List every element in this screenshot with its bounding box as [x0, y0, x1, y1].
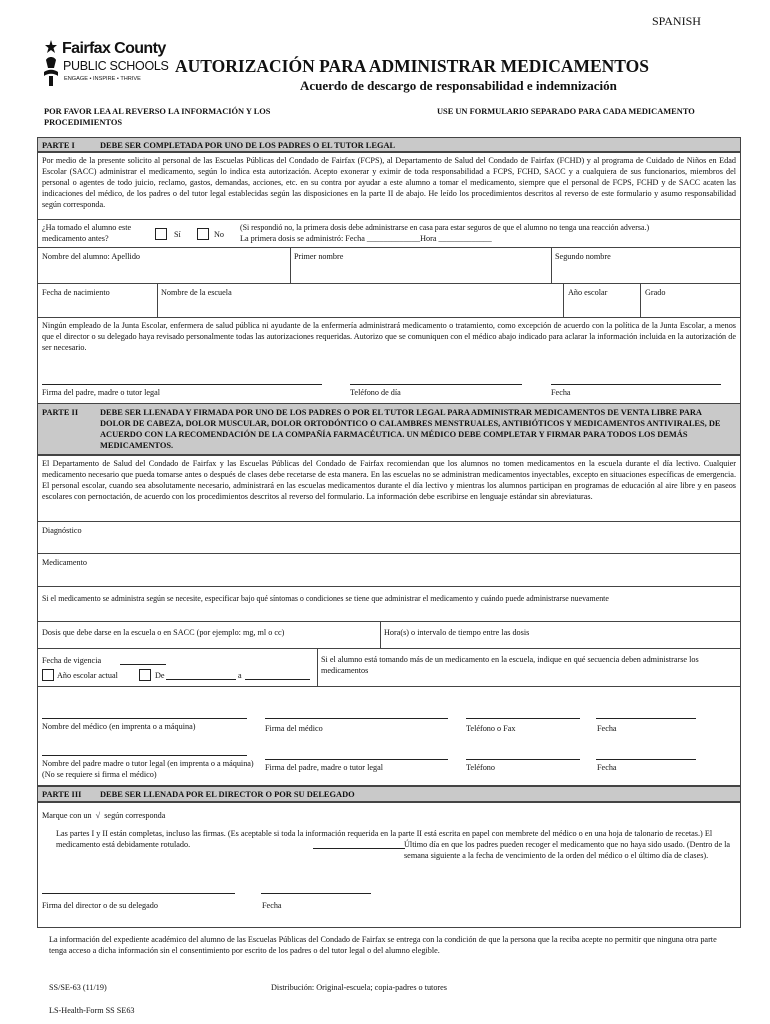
school-name-field[interactable]: Nombre de la escuela [161, 288, 232, 297]
part1-day-phone[interactable]: Teléfono de día [350, 388, 401, 397]
current-school-year-checkbox[interactable] [42, 669, 54, 681]
taken-before-question: ¿Ha tomado el alumno este medicamento antes? [42, 223, 132, 243]
effective-date-label: Fecha de vigencia [42, 656, 102, 665]
parent-name-field[interactable]: Nombre del padre madre o tutor legal (en imprenta o a máquina) (No se requiere si firma el médico) [42, 759, 254, 779]
part3-item2[interactable]: Último día en que los padres pueden recoger el medicamento que no haya sido usado. (Dentro de la semana siguiente a la fecha de vencimiento de la orden del médico o el último día de clases). [404, 840, 731, 860]
no-checkbox[interactable] [197, 228, 209, 240]
part3-label: PARTE III [42, 790, 82, 799]
doctor-name-field[interactable]: Nombre del médico (en imprenta o a máquina) [42, 722, 196, 731]
part2-parent-signature[interactable]: Firma del padre, madre o tutor legal [265, 763, 383, 772]
form-code: SS/SE-63 (11/19) [49, 983, 107, 992]
notice-left: POR FAVOR LEA AL REVERSO LA INFORMACIÓN Y LOS PROCEDIMIENTOS [44, 107, 271, 127]
diagnosis-field[interactable]: Diagnóstico [42, 526, 82, 535]
first-dose-line[interactable]: La primera dosis se administró: Fecha _____________Hora _____________ [240, 234, 492, 243]
yes-checkbox[interactable] [155, 228, 167, 240]
distribution-note: Distribución: Original-escuela; copia-padres o tutores [271, 983, 447, 992]
from-label: De [155, 671, 165, 680]
doctor-date-field[interactable]: Fecha [597, 724, 617, 733]
footer-code: LS-Health-Form SS SE63 [49, 1006, 135, 1015]
page-title: AUTORIZACIÓN PARA ADMINISTRAR MEDICAMENTOS [175, 56, 650, 76]
part1-date[interactable]: Fecha [551, 388, 571, 397]
part2-intro: El Departamento de Salud del Condado de Fairfax y las Escuelas Públicas del Condado de Fairfax recomiendan que los alumnos no tomen medicamentos en la escuela durante el día lectivo. Cualquier medicamento necesario que pueda tomarse antes o después de clases debe recetarse de esta manera. En las escuelas no se administran medicamentos inyectables, excepto en situaciones específicas de emergencia. El personal escolar, cuando sea absolutamente necesario, administrará en las escuelas medicamentos durante el día lectivo y mientras los alumnos participan en programas de educación al aire libre y en paseos escolares con pernoctación, de acuerdo con los procedimientos descritos al reverso del formulario. La información debe escribirse en lenguaje estándar sin abreviaturas. [42, 459, 736, 501]
part1-parent-signature[interactable]: Firma del padre, madre o tutor legal [42, 388, 160, 397]
yes-label: Sí [174, 230, 181, 239]
dose-field[interactable]: Dosis que debe darse en la escuela o en SACC (por ejemplo: mg, ml o cc) [42, 628, 285, 637]
logo-line2: PUBLIC SCHOOLS [63, 59, 169, 73]
medication-field[interactable]: Medicamento [42, 558, 88, 567]
privacy-notice: La información del expediente académico del alumno de las Escuelas Públicas del Condado de Fairfax se entrega con la condición de que la persona que la reciba acepte no permitir que ninguna otra parte tenga acceso a dicha información sin el consentimiento por escrito de los padres o del tutor legal o del alumno elegible. [49, 935, 717, 955]
director-date-field[interactable]: Fecha [262, 901, 282, 910]
student-first-name-field[interactable]: Primer nombre [294, 252, 344, 261]
part1-header [37, 137, 741, 152]
logo-tagline: ENGAGE • INSPIRE • THRIVE [64, 76, 141, 82]
lamp-icon [40, 38, 62, 88]
dob-field[interactable]: Fecha de nacimiento [42, 288, 110, 297]
sequence-field[interactable]: Si el alumno está tomando más de un medicamento en la escuela, indique en qué secuencia deben administrarse los medicamentos [321, 655, 699, 675]
part1-label: PARTE I [42, 141, 75, 150]
director-signature-field[interactable]: Firma del director o de su delegado [42, 901, 158, 910]
first-dose-note: (Si respondió no, la primera dosis debe administrarse en casa para estar seguros de que el alumno no tenga una reacción adversa.) [240, 223, 650, 232]
doctor-phone-field[interactable]: Teléfono o Fax [466, 724, 516, 733]
date-range-checkbox[interactable] [139, 669, 151, 681]
part3-check-prompt: Marque con un √ según corresponda [42, 811, 166, 820]
notice-right: USE UN FORMULARIO SEPARADO PARA CADA MEDICAMENTO [437, 107, 695, 116]
part2-parent-phone[interactable]: Teléfono [466, 763, 495, 772]
no-label: No [214, 230, 225, 239]
part2-label: PARTE II [42, 408, 79, 417]
part2-heading: DEBE SER LLENADA Y FIRMADA POR UNO DE LOS PADRES O POR EL TUTOR LEGAL PARA ADMINISTRAR MEDICAMENTOS DE VENTA LIBRE PARA DOLOR DE CABEZA, DOLOR MUSCULAR, DOLOR ORTODÓNTICO O CALAMBRES MENSTRUALES, ANTIBIÓTICOS Y MEDICAMENTOS ANTIVIRALES, DE ACUERDO CON LA RECOMENDACIÓN DE LA COMPAÑÍA FARMACÉUTICA. UN MÉDICO DEBE COMPLETAR Y FIRMAR PARA TODOS LOS DEMÁS MEDICAMENTOS. [100, 408, 721, 450]
student-middle-name-field[interactable]: Segundo nombre [555, 252, 611, 261]
school-year-field[interactable]: Año escolar [568, 288, 608, 297]
page-subtitle: Acuerdo de descargo de responsabilidad e indemnización [300, 78, 617, 93]
part1-heading: DEBE SER COMPLETADA POR UNO DE LOS PADRES O EL TUTOR LEGAL [100, 141, 396, 150]
current-school-year-label: Año escolar actual [57, 671, 118, 680]
logo-line1: Fairfax County [62, 40, 166, 57]
prn-instructions-field[interactable]: Si el medicamento se administra según se necesite, especificar bajo qué síntomas o condiciones se tiene que administrar el medicamento y cuándo puede administrarse nuevamente [42, 594, 609, 603]
doctor-signature-field[interactable]: Firma del médico [265, 724, 323, 733]
part1-intro: Por medio de la presente solicito al personal de las Escuelas Públicas del Condado de Fairfax (FCPS), al Departamento de Salud del Condado de Fairfax (FCHD) y al programa de Cuidado de Niños en Edad Escolar (SACC) administrar el medicamento, según lo indica esta autorización. Acepto exonerar y eximir de toda responsabilidad a FCPS, FCHD, SACC y a cualquiera de sus funcionarios, miembros del personal o agentes de todo juicio, reclamo, gastos, demandas, acciones, etc. en su contra por ayudar a este alumno a tomar el medicamento, siempre que el personal de FCPS, FCHD y de SACC acaten las indicaciones del médico, de los padres o del tutor legal establecidas según las disposiciones en la parte II de abajo. He leído los procedimientos descritos al reverso de este formulario y asumo responsabilidad según corresponda. [42, 156, 736, 209]
fcps-logo [40, 38, 170, 90]
interval-field[interactable]: Hora(s) o intervalo de tiempo entre las dosis [384, 628, 530, 637]
student-last-name-field[interactable]: Nombre del alumno: Apellido [42, 252, 141, 261]
to-label: a [238, 671, 242, 680]
part3-header [37, 786, 741, 802]
part3-item1[interactable]: Las partes I y II están completas, incluso las firmas. (Es aceptable si toda la información requerida en la parte II está escrita en papel con membrete del médico o en una hoja de talonario de recetas.) El medicamento está debidamente rotulado. [56, 829, 713, 849]
part2-header [37, 403, 741, 455]
language-tag: SPANISH [652, 14, 701, 28]
grade-field[interactable]: Grado [645, 288, 666, 297]
consent-text: Ningún empleado de la Junta Escolar, enfermera de salud pública ni ayudante de la enfermería administrará medicamento o tratamiento, como excepción de acuerdo con la política de la Junta Escolar, a menos que el director o su delegado haya revisado personalmente todas las autorizaciones requeridas. Autorizo que se comuniquen con el médico abajo indicado para aclarar la información incluida en la autorización de ser necesario. [42, 321, 736, 352]
part2-parent-date[interactable]: Fecha [597, 763, 617, 772]
part3-heading: DEBE SER LLENADA POR EL DIRECTOR O POR SU DELEGADO [100, 790, 355, 799]
